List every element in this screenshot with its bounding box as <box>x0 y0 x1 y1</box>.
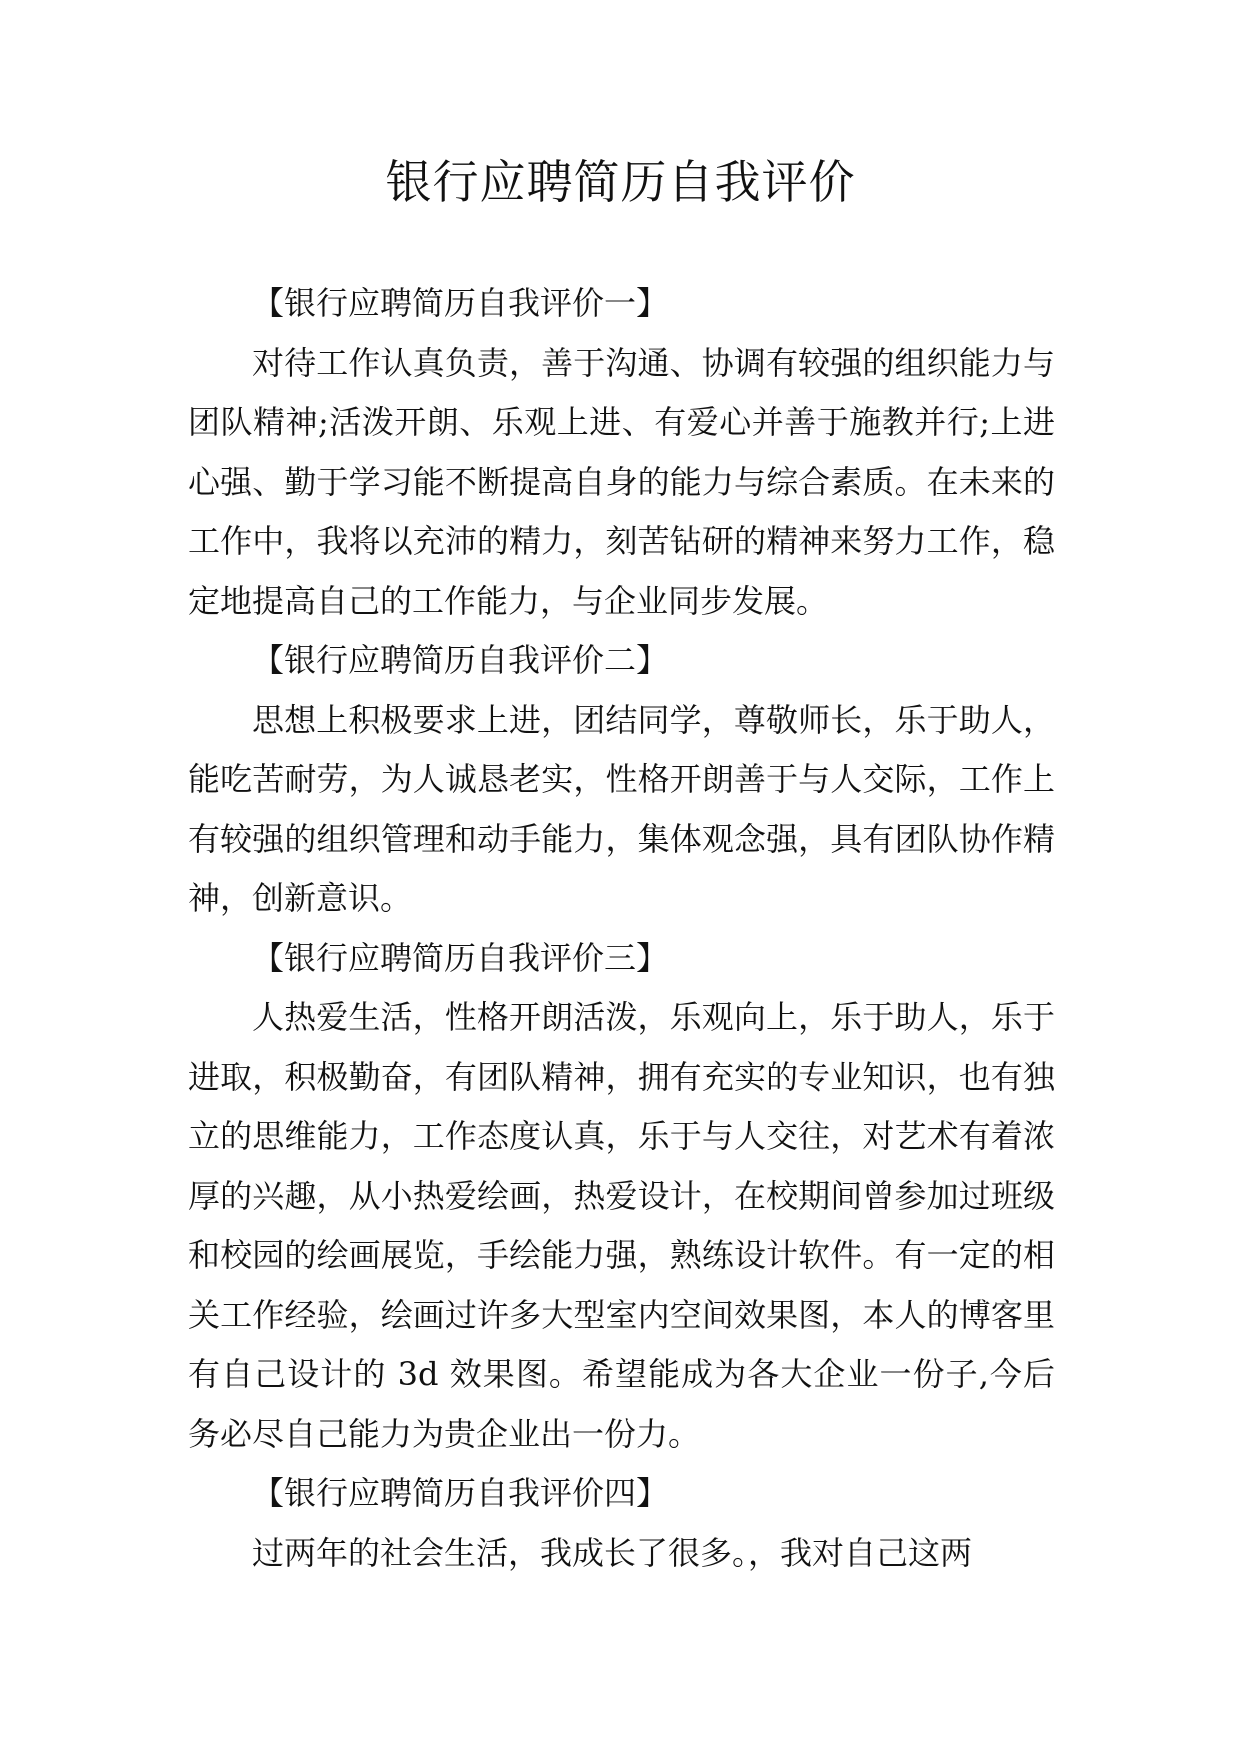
document-title: 银行应聘简历自我评价 <box>385 155 856 209</box>
section-heading-3: 【银行应聘简历自我评价三】 <box>252 938 669 977</box>
section-paragraph-3: 人热爱生活，性格开朗活泼，乐观向上，乐于助人，乐于进取，积极勤奋，有团队精神，拥有充实的专业知识，也有独立的思维能力，工作态度认真，乐于与人交往，对艺术有着浓厚的兴趣，从小热爱绘画，热爱设计，在校期间曾参加过班级和校园的绘画展览，手绘能力强，熟练设计软件。有一定的相关工作经验，绘画过许多大型室内空间效果图，本人的博客里有自己设计的 3d 效果图。希望能成为各大企业一份子,今后务必尽自己能力为贵企业出一份力。 <box>188 998 1055 1453</box>
section-paragraph-2: 思想上积极要求上进，团结同学，尊敬师长，乐于助人，能吃苦耐劳，为人诚恳老实，性格开朗善于与人交际，工作上有较强的组织管理和动手能力，集体观念强，具有团队协作精神，创新意识。 <box>188 700 1055 917</box>
section-heading-4: 【银行应聘简历自我评价四】 <box>252 1474 669 1512</box>
section-heading-1: 【银行应聘简历自我评价一】 <box>252 284 669 322</box>
section-heading-2: 【银行应聘简历自我评价二】 <box>252 641 669 679</box>
document-body <box>188 274 1055 1583</box>
section-paragraph-4: 过两年的社会生活，我成长了很多。，我对自己这两 <box>252 1533 973 1572</box>
section-paragraph-1: 对待工作认真负责，善于沟通、协调有较强的组织能力与团队精神;活泼开朗、乐观上进、有爱心并善于施教并行;上进心强、勤于学习能不断提高自身的能力与综合素质。在未来的工作中，我将以充沛的精力，刻苦钻研的精神来努力工作，稳定地提高自己的工作能力，与企业同步发展。 <box>188 343 1055 620</box>
